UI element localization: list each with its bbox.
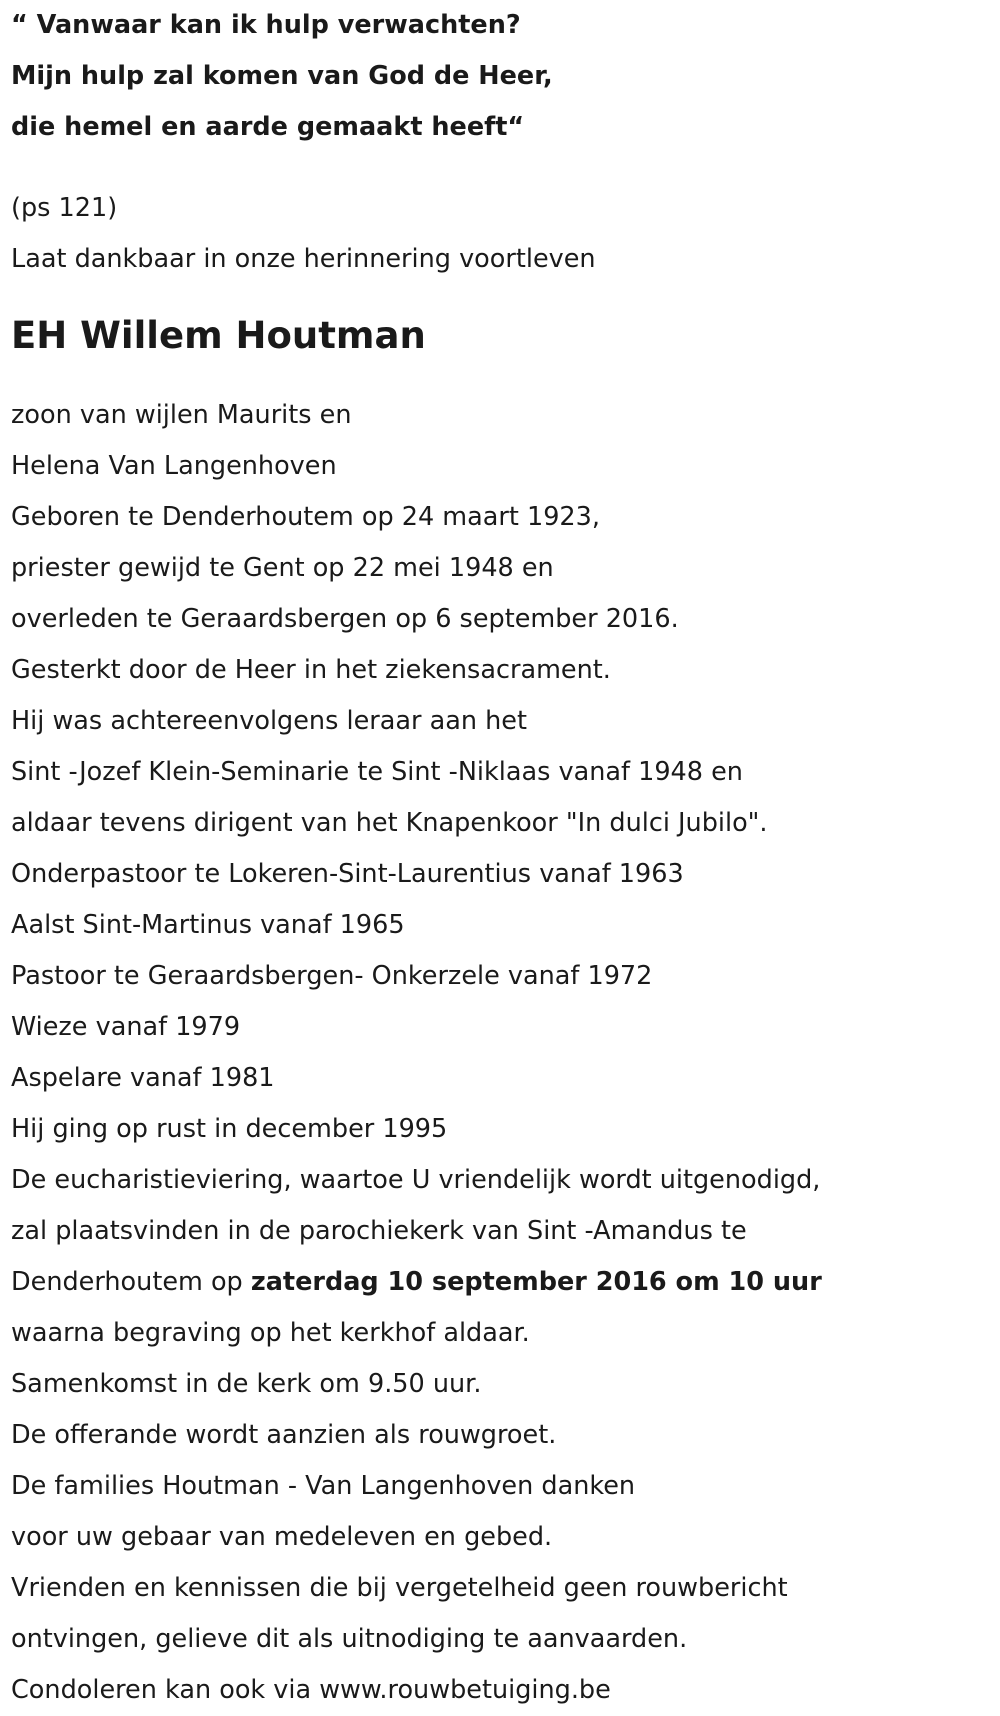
body-line: zal plaatsvinden in de parochiekerk van Sint -Amandus te — [11, 1216, 747, 1246]
quote-line: die hemel en aarde gemaakt heeft“ — [11, 112, 525, 142]
body-line: voor uw gebaar van medeleven en gebed. — [11, 1522, 553, 1552]
body-line: Aalst Sint-Martinus vanaf 1965 — [11, 910, 405, 940]
body-line: priester gewijd te Gent op 22 mei 1948 en — [11, 553, 554, 583]
condolence-line: Condoleren kan ook via www.rouwbetuiging.be — [11, 1675, 611, 1705]
quote-line: Mijn hulp zal komen van God de Heer, — [11, 61, 553, 91]
obituary-body — [11, 390, 1000, 1716]
body-line: De families Houtman - Van Langenhoven danken — [11, 1471, 636, 1501]
psalm-reference: (ps 121) — [11, 193, 118, 223]
body-line: Hij ging op rust in december 1995 — [11, 1114, 448, 1144]
quote-line: “ Vanwaar kan ik hulp verwachten? — [11, 10, 521, 40]
body-line: Wieze vanaf 1979 — [11, 1012, 241, 1042]
ceremony-line — [11, 1257, 1000, 1308]
body-line: overleden te Geraardsbergen op 6 september 2016. — [11, 604, 679, 634]
body-line: aldaar tevens dirigent van het Knapenkoor "In dulci Jubilo". — [11, 808, 768, 838]
body-line: De offerande wordt aanzien als rouwgroet. — [11, 1420, 557, 1450]
psalm-quote — [11, 0, 1000, 153]
body-line: Gesterkt door de Heer in het ziekensacrament. — [11, 655, 611, 685]
body-line: ontvingen, gelieve dit als uitnodiging te aanvaarden. — [11, 1624, 688, 1654]
intro-section — [11, 183, 1000, 285]
body-line: waarna begraving op het kerkhof aldaar. — [11, 1318, 530, 1348]
body-line: Onderpastoor te Lokeren-Sint-Laurentius vanaf 1963 — [11, 859, 684, 889]
body-line: Sint -Jozef Klein-Seminarie te Sint -Niklaas vanaf 1948 en — [11, 757, 743, 787]
ceremony-datetime: zaterdag 10 september 2016 om 10 uur — [250, 1267, 822, 1297]
ceremony-place: Denderhoutem op — [11, 1267, 251, 1297]
body-line: De eucharistieviering, waartoe U vriendelijk wordt uitgenodigd, — [11, 1165, 821, 1195]
body-line: Hij was achtereenvolgens leraar aan het — [11, 706, 527, 736]
deceased-name: EH Willem Houtman — [11, 314, 426, 357]
body-line: zoon van wijlen Maurits en — [11, 400, 352, 430]
body-line: Helena Van Langenhoven — [11, 451, 337, 481]
body-line: Vrienden en kennissen die bij vergetelheid geen rouwbericht — [11, 1573, 788, 1603]
body-line: Geboren te Denderhoutem op 24 maart 1923, — [11, 502, 600, 532]
remembrance-text: Laat dankbaar in onze herinnering voortleven — [11, 244, 596, 274]
body-line: Pastoor te Geraardsbergen- Onkerzele vanaf 1972 — [11, 961, 653, 991]
body-line: Samenkomst in de kerk om 9.50 uur. — [11, 1369, 482, 1399]
body-line: Aspelare vanaf 1981 — [11, 1063, 275, 1093]
